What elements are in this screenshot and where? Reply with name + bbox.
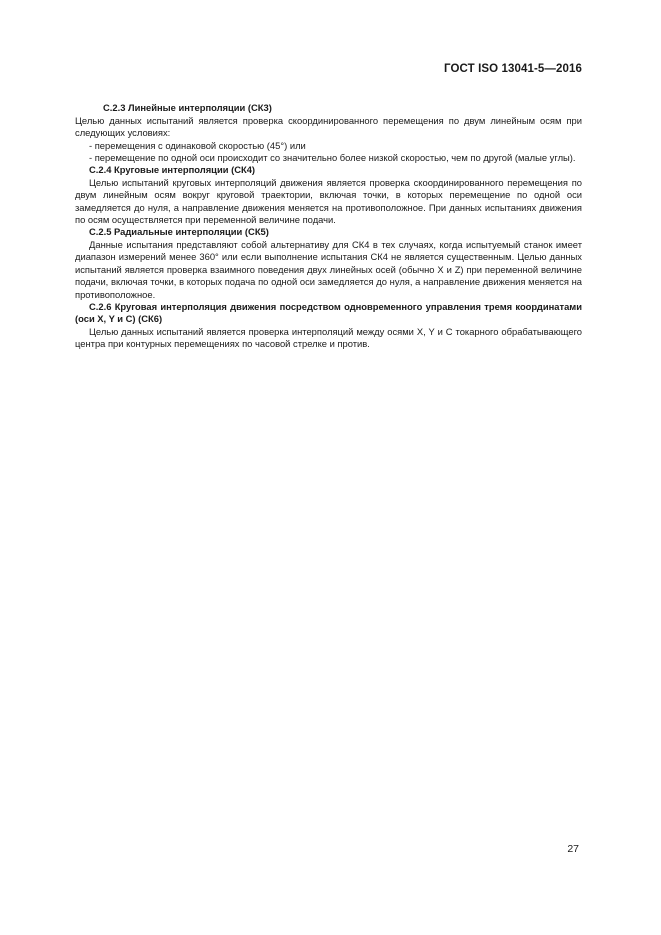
section-title: С.2.6 Круговая интерполяция движения посредством одновременного управления тремя координатами (оси X, Y и С) (СК6) [75,300,582,325]
document-body [75,90,582,351]
section-c-2-3 [75,90,582,164]
section-c-2-5 [75,226,582,300]
paragraph: Целью данных испытаний является проверка интерполяций между осями X, Y и С токарного обрабатывающего центра при контурных перемещениях по часовой стрелке и против. [75,325,582,350]
section-c-2-6 [75,301,582,351]
section-c-2-4 [75,164,582,226]
section-title: С.2.4 Круговые интерполяции (СК4) [89,164,256,176]
paragraph: Целью данных испытаний является проверка скоординированного перемещения по двум линейным осям при следующих условиях: [75,114,582,139]
section-title: С.2.5 Радиальные интерполяции (СК5) [89,226,269,238]
page-number: 27 [567,843,579,855]
section-title: С.2.3 Линейные интерполяции (СК3) [103,102,272,114]
list-item: - перемещение по одной оси происходит со значительно более низкой скоростью, чем по другой (малые углы). [89,152,576,164]
paragraph: Данные испытания представляют собой альтернативу для СК4 в тех случаях, когда испытуемый станок имеет диапазон измерений менее 360° или если выполнение испытания СК4 не является существенным. Целью данных испытаний является проверка взаимного поведения двух линейных осей (обычно X и Z) при переменной величине подачи, включая точки, в которых подача по одной оси замедляется до нуля, а направление движения меняется на противоположное. [75,238,582,300]
list-item: - перемещения с одинаковой скоростью (45°) или [89,139,306,151]
standard-designation: ГОСТ ISO 13041-5—2016 [444,63,582,75]
paragraph: Целью испытаний круговых интерполяций движения является проверка скоординированного перемещения по двум линейным осям вокруг круговой траектории, включая точки, в которых перемещение по одной оси замедляется до нуля, а направление движения меняется на противоположное. При данных испытаниях движения по осям осуществляется при переменной величине подачи. [75,176,582,226]
